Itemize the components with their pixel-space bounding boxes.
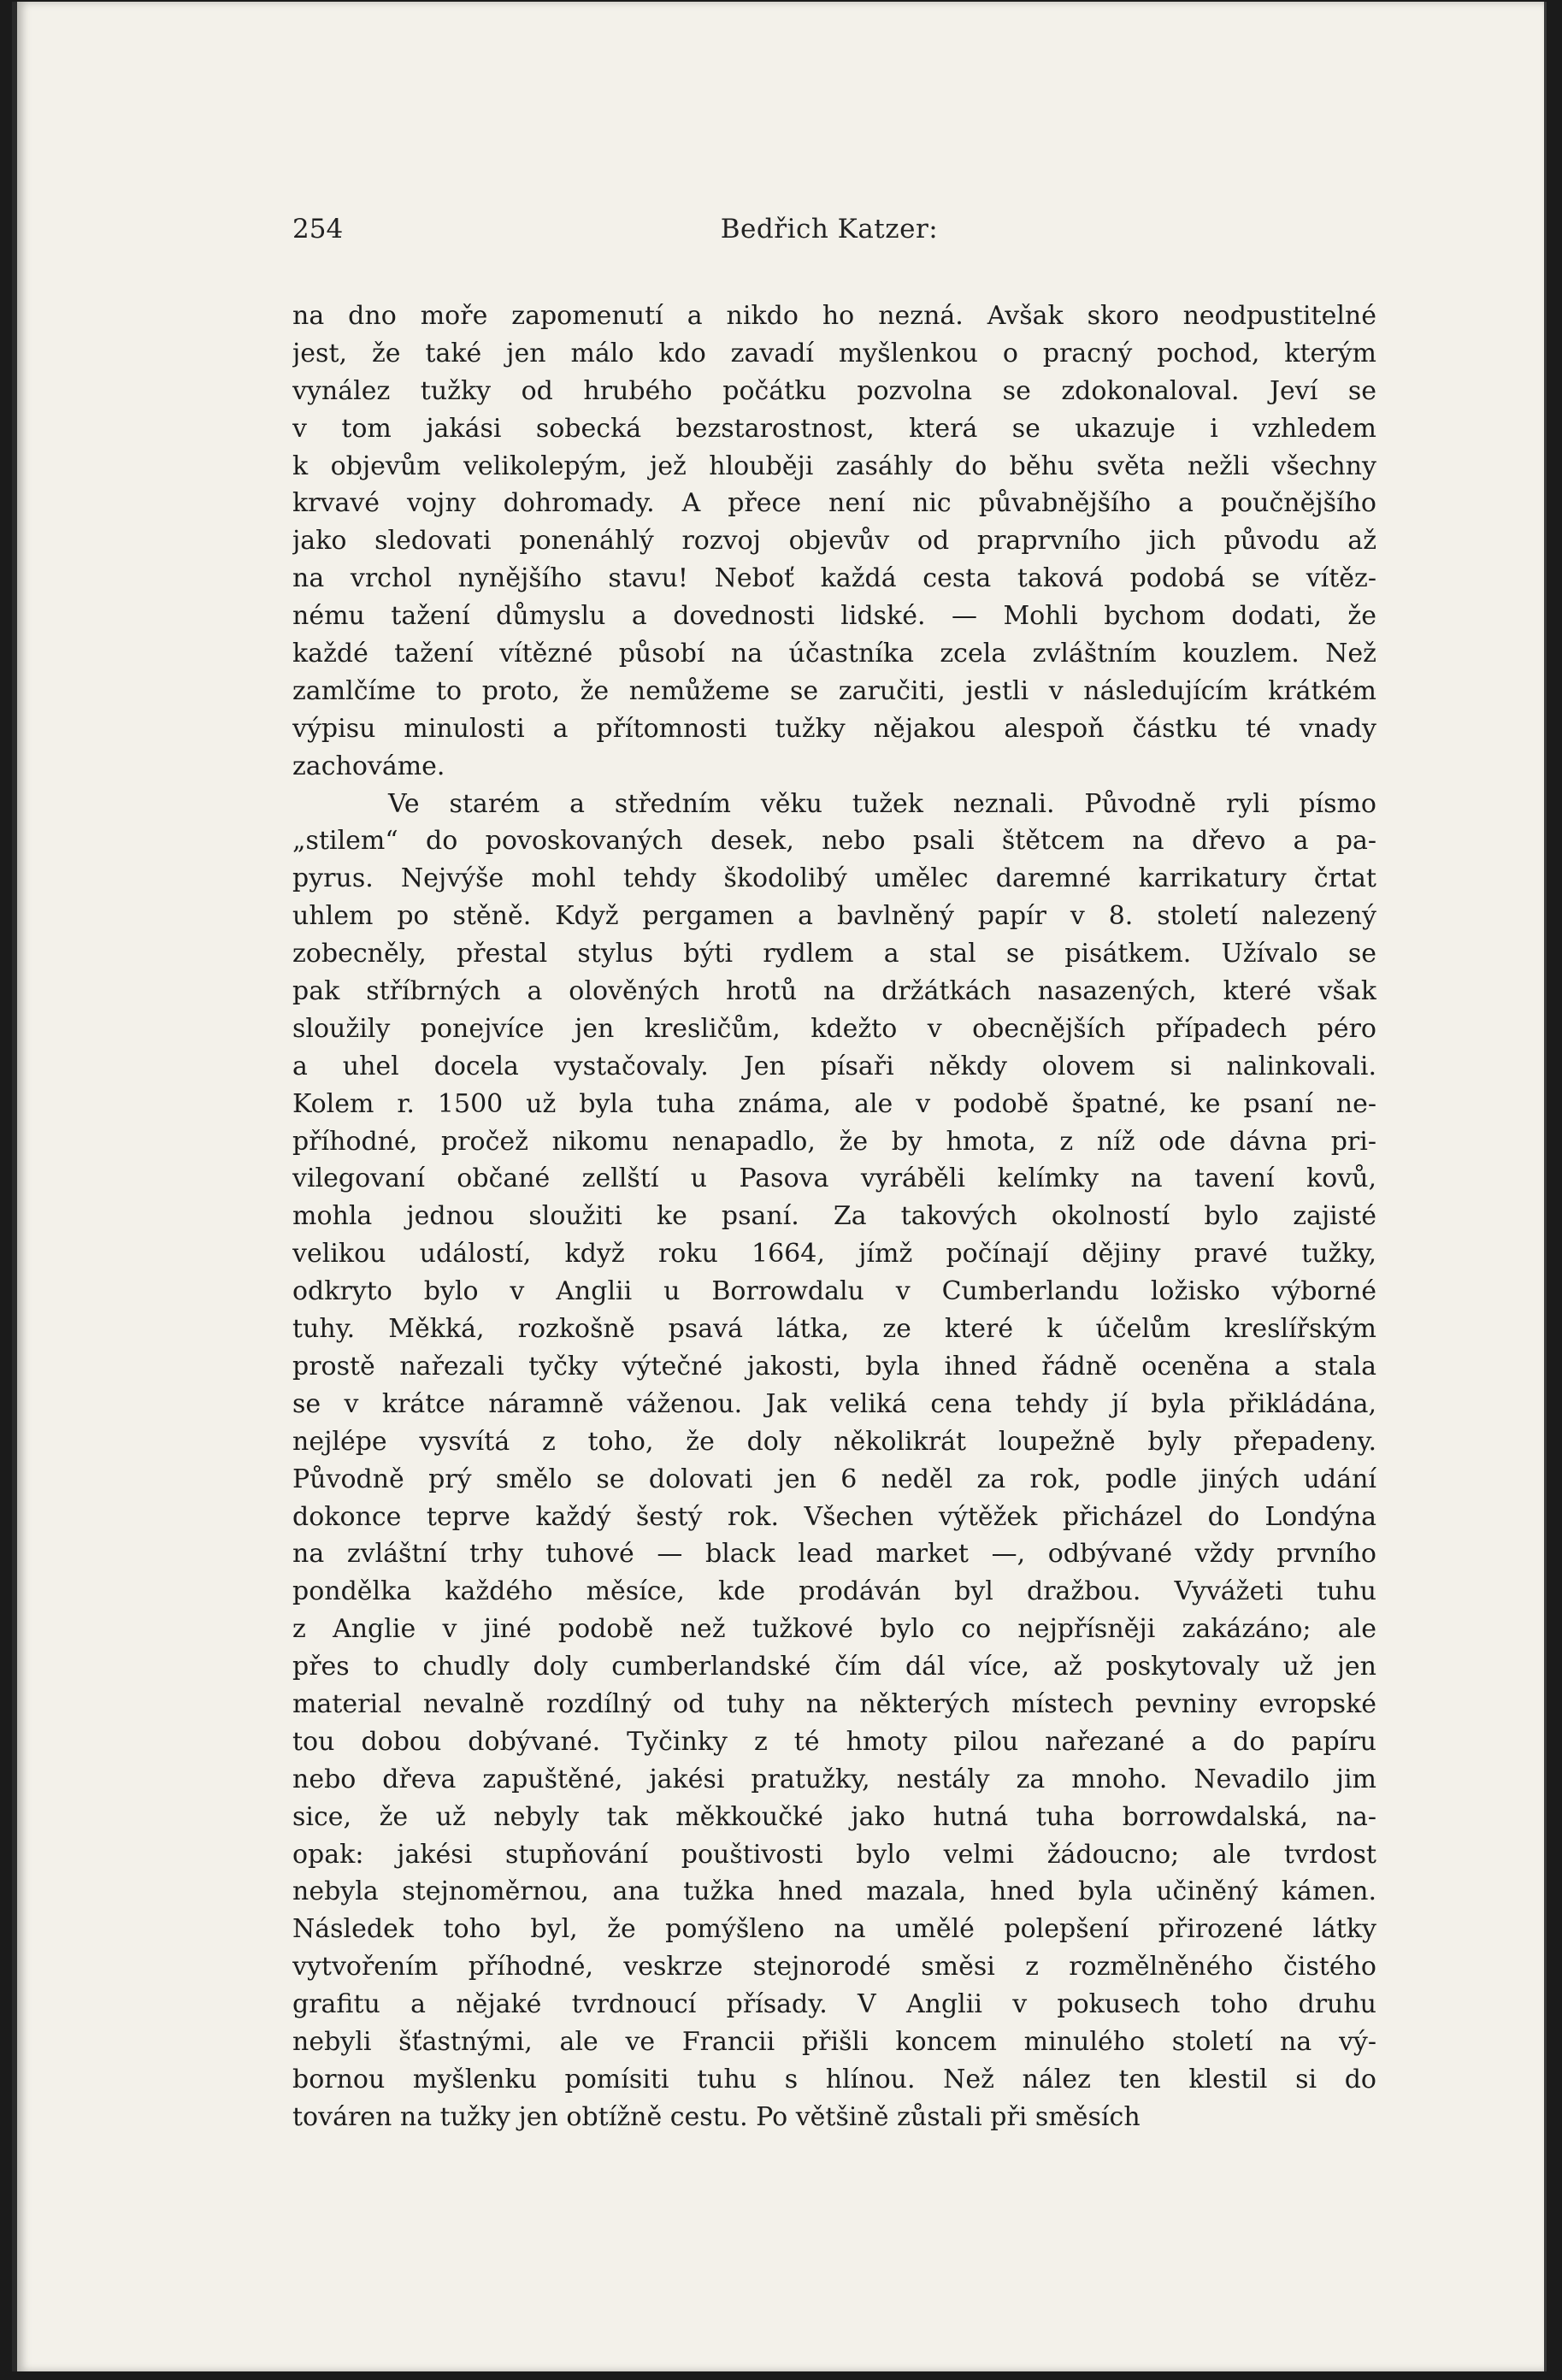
text-line: v tom jakási sobecká bezstarostnost, která se ukazuje i vzhledem: [292, 413, 1376, 444]
text-line: výpisu minulosti a přítomnosti tužky nějakou alespoň částku té vnady: [292, 713, 1376, 744]
text-line: zachováme.: [292, 751, 445, 781]
text-line: jest, že také jen málo kdo zavadí myšlenkou o pracný pochod, kterým: [292, 338, 1376, 368]
text-line: Následek toho byl, že pomýšleno na umělé polepšení přirozené látky: [292, 1914, 1376, 1945]
text-line: zobecněly, přestal stylus býti rydlem a stal se pisátkem. Užívalo se: [292, 939, 1376, 969]
text-line: zamlčíme to proto, že nemůžeme se zaručiti, jestli v následujícím krátkém: [292, 675, 1376, 706]
paragraph: [292, 298, 1376, 786]
text-line: nebyli šťastnými, ale ve Francii přišli koncem minulého století na vý-: [292, 2026, 1376, 2057]
page-number: 254: [292, 214, 344, 244]
running-title: Bedřich Katzer:: [720, 214, 939, 244]
text-line: uhlem po stěně. Když pergamen a bavlněný papír v 8. století nalezený: [292, 901, 1376, 932]
text-line: na zvláštní trhy tuhové — black lead market —, odbývané vždy prvního: [292, 1539, 1376, 1570]
text-line: material nevalně rozdílný od tuhy na některých místech pevniny evropské: [292, 1688, 1376, 1719]
text-line: a uhel docela vystačovaly. Jen písaři někdy olovem si nalinkovali.: [292, 1051, 1376, 1081]
paragraph: [292, 786, 1376, 2136]
text-line: nému tažení důmyslu a dovednosti lidské. — Mohli bychom dodati, že: [292, 601, 1376, 632]
text-line: „stilem“ do povoskovaných desek, nebo psali štětcem na dřevo a pa-: [292, 826, 1376, 857]
text-line: grafitu a nějaké tvrdnoucí přísady. V Anglii v pokusech toho druhu: [292, 1989, 1376, 2020]
text-line: tuhy. Měkká, rozkošně psavá látka, ze které k účelům kreslířským: [292, 1314, 1376, 1345]
text-line: na dno moře zapomenutí a nikdo ho nezná. Avšak skoro neodpustitelné: [292, 301, 1376, 331]
text-line: tou dobou dobývané. Tyčinky z té hmoty pilou nařezané a do papíru: [292, 1726, 1376, 1757]
text-line: nejlépe vysvítá z toho, že doly několikrát loupežně byly přepadeny.: [292, 1426, 1376, 1457]
text-line: vynález tužky od hrubého počátku pozvolna se zdokonaloval. Jeví se: [292, 375, 1376, 406]
text-line: bornou myšlenku pomísiti tuhu s hlínou. Než nález ten klestil si do: [292, 2064, 1376, 2094]
text-line: pak stříbrných a olověných hrotů na držátkách nasazených, které však: [292, 976, 1376, 1007]
text-line: opak: jakési stupňování pouštivosti bylo velmi žádoucno; ale tvrdost: [292, 1839, 1376, 1870]
text-line: sloužily ponejvíce jen kresličům, kdežto v obecnějších případech péro: [292, 1013, 1376, 1044]
text-line: jako sledovati ponenáhlý rozvoj objevův od praprvního jich původu až: [292, 526, 1376, 557]
text-line: dokonce teprve každý šestý rok. Všechen výtěžek přicházel do Londýna: [292, 1501, 1376, 1532]
running-head: [282, 214, 1376, 256]
book-page: [12, 2, 1547, 2371]
text-line: velikou událostí, když roku 1664, jímž počínají dějiny pravé tužky,: [292, 1239, 1376, 1270]
text-line: na vrchol nynějšího stavu! Neboť každá cesta taková podobá se vítěz-: [292, 563, 1376, 594]
text-line: prostě nařezali tyčky výtečné jakosti, byla ihned řádně oceněna a stala: [292, 1351, 1376, 1381]
text-line: Kolem r. 1500 už byla tuha známa, ale v podobě špatné, ke psaní ne-: [292, 1088, 1376, 1119]
text-line: k objevům velikolepým, jež hlouběji zasáhly do běhu světa nežli všechny: [292, 451, 1376, 481]
text-line: vilegovaní občané zellští u Pasova vyráběli kelímky na tavení kovů,: [292, 1163, 1376, 1194]
text-line: mohla jednou sloužiti ke psaní. Za takových okolností bylo zajisté: [292, 1201, 1376, 1232]
text-body: [292, 298, 1376, 2136]
text-line: nebyla stejnoměrnou, ana tužka hned mazala, hned byla učiněný kámen.: [292, 1876, 1376, 1907]
text-line: krvavé vojny dohromady. A přece není nic půvabnějšího a poučnějšího: [292, 488, 1376, 519]
text-line: Původně prý smělo se dolovati jen 6 neděl za rok, podle jiných udání: [292, 1464, 1376, 1494]
text-line: nebo dřeva zapuštěné, jakési pratužky, nestály za mnoho. Nevadilo jim: [292, 1764, 1376, 1794]
text-line: z Anglie v jiné podobě než tužkové bylo co nejpřísněji zakázáno; ale: [292, 1614, 1376, 1645]
text-line: Ve starém a středním věku tužek neznali. Původně ryli písmo: [388, 788, 1376, 819]
text-line: příhodné, pročež nikomu nenapadlo, že by hmota, z níž ode dávna pri-: [292, 1126, 1376, 1157]
text-line: přes to chudly doly cumberlandské čím dál více, až poskytovaly už jen: [292, 1652, 1376, 1682]
text-line: pondělka každého měsíce, kde prodáván byl dražbou. Vyvážeti tuhu: [292, 1576, 1376, 1607]
text-line: továren na tužky jen obtížně cestu. Po většině zůstali při směsích: [292, 2101, 1141, 2132]
text-line: každé tažení vítězné působí na účastníka zcela zvláštním kouzlem. Než: [292, 639, 1376, 669]
text-line: sice, že už nebyly tak měkkoučké jako hutná tuha borrowdalská, na-: [292, 1801, 1376, 1832]
text-line: odkryto bylo v Anglii u Borrowdalu v Cumberlandu ložisko výborné: [292, 1276, 1376, 1307]
text-line: pyrus. Nejvýše mohl tehdy škodolibý umělec daremné karrikatury črtat: [292, 863, 1376, 894]
text-line: se v krátce náramně váženou. Jak veliká cena tehdy jí byla přikládána,: [292, 1388, 1376, 1419]
text-line: vytvořením příhodné, veskrze stejnorodé směsi z rozmělněného čistého: [292, 1952, 1376, 1982]
